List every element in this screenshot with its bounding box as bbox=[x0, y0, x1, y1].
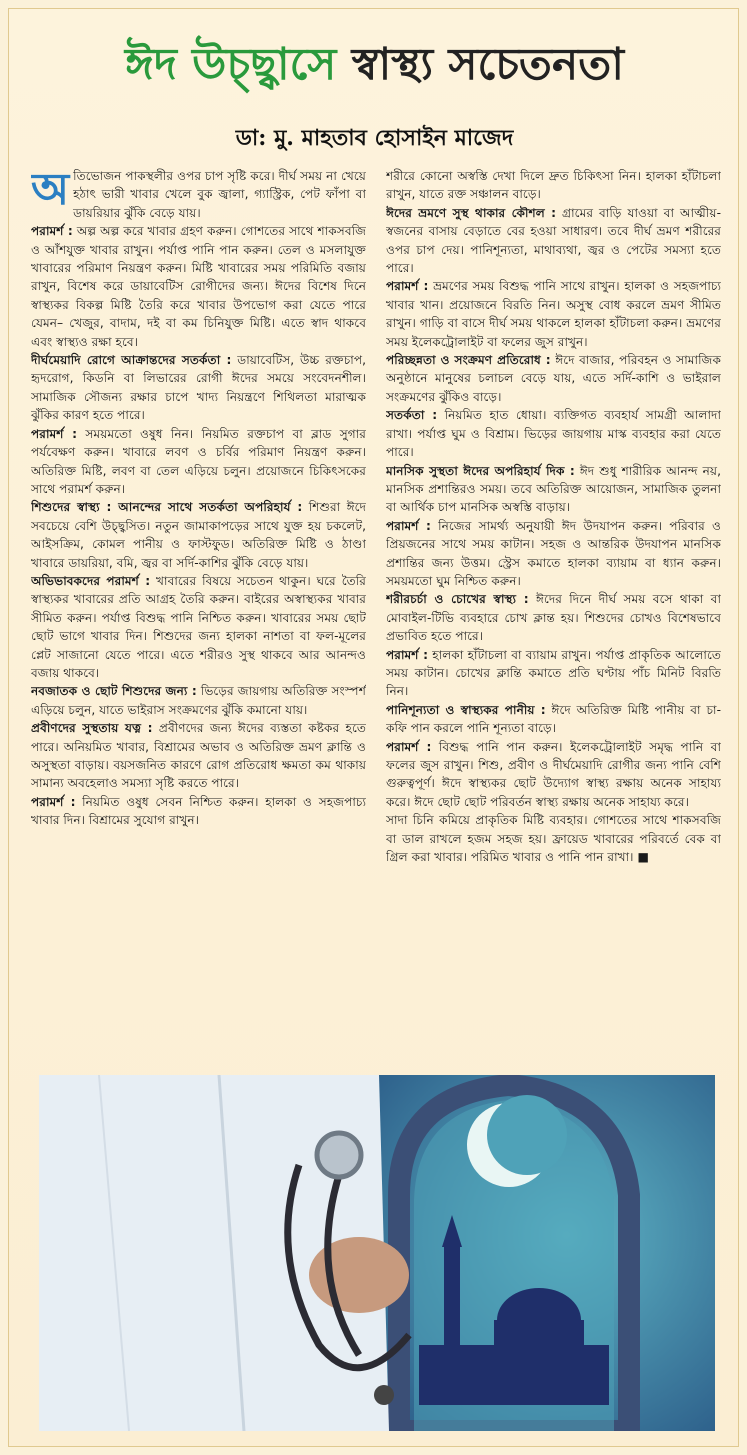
paragraph bbox=[386, 204, 721, 278]
headline-black-part: স্বাস্থ্য সচেতনতা bbox=[351, 39, 624, 90]
paragraph bbox=[386, 462, 721, 517]
paragraph-label: পানিশূন্যতা ও স্বাস্থ্যকর পানীয় : bbox=[386, 702, 546, 717]
paragraph-label: নবজাতক ও ছোট শিশুদের জন্য : bbox=[31, 684, 197, 699]
paragraph bbox=[31, 222, 366, 351]
paragraph-text: প্রবীণদের জন্য ঈদের ব্যস্ততা কষ্টকর হতে পারে। অনিয়মিত খাবার, বিশ্রামের অভাব ও অতিরিক্ত ভ্রমণ ক্লান্তি ও অসুস্থতা বাড়ায়। বয়সজনিত কারণে রোগ প্রতিরোধ ক্ষমতা কম থাকায় সামান্য অবহেলাও সমস্যা সৃষ্টি করতে পারে। bbox=[31, 721, 366, 791]
paragraph-text: অল্প অল্প করে খাবার গ্রহণ করুন। গোশতের সাথে শাকসবজি ও আঁশযুক্ত খাবার রাখুন। পর্যাপ্ত পানি পান করুন। তেল ও মসলাযুক্ত খাবারের পরিমাণ নিয়ন্ত্রণ করুন। মিষ্টি খাবারের সময় পরিমিতি বজায় রাখুন, বিশেষ করে ডায়াবেটিস রোগীদের জন্য। ঈদের বিশেষ দিনে স্বাস্থ্যকর বিকল্প মিষ্টি তৈরি করে খাবার উপভোগ করা যেতে পারে যেমন– খেজুর, বাদাম, দই বা কম চিনিযুক্ত মিষ্টি। এতে স্বাদ থাকবে এবং স্বাস্থ্যও রক্ষা হবে। bbox=[31, 224, 366, 349]
headline-green-part: ঈদ উচ্ছ্বাসে bbox=[125, 39, 337, 90]
paragraph bbox=[31, 498, 366, 572]
paragraph-label: শরীরচর্চা ও চোখের স্বাস্থ্য : bbox=[386, 592, 529, 607]
paragraph bbox=[31, 682, 366, 719]
paragraph-text: নিয়মিত হাত ধোয়া। ব্যক্তিগত ব্যবহার্য সামগ্রী আলাদা রাখা। পর্যাপ্ত ঘুম ও বিশ্রাম। ভিড়ের জায়গায় মাস্ক ব্যবহার করা যেতে পারে। bbox=[386, 408, 721, 460]
paragraph bbox=[386, 590, 721, 645]
paragraph bbox=[386, 277, 721, 351]
paragraph-label: সতর্কতা : bbox=[386, 408, 438, 423]
newspaper-page bbox=[8, 8, 739, 1447]
paragraph bbox=[386, 646, 721, 701]
paragraph-label: মানসিক সুস্থতা ঈদের অপরিহার্য দিক : bbox=[386, 463, 575, 478]
right-column bbox=[386, 167, 721, 1067]
paragraph-text: হালকা হাঁটাচলা বা ব্যায়াম রাখুন। পর্যাপ্ত প্রাকৃতিক আলোতে সময় কাটান। চোখের ক্লান্তি কমাতে প্রতি ঘণ্টায় পাঁচ মিনিট বিরতি নিন। bbox=[386, 647, 721, 699]
article-body bbox=[31, 167, 721, 1067]
paragraph bbox=[31, 351, 366, 425]
article-photo bbox=[39, 1075, 715, 1431]
paragraph bbox=[31, 572, 366, 682]
paragraph-label: পরামর্শ : bbox=[386, 279, 429, 294]
paragraph bbox=[386, 811, 721, 866]
paragraph bbox=[386, 701, 721, 738]
paragraph-label: পরামর্শ : bbox=[386, 739, 432, 754]
paragraph bbox=[386, 406, 721, 461]
paragraph bbox=[386, 517, 721, 591]
paragraph-text: সাদা চিনি কমিয়ে প্রাকৃতিক মিষ্টি ব্যবহার। গোশতের সাথে শাকসবজি বা ডাল রাখলে হজম সহজ হয়। ফ্রায়েড খাবারের পরিবর্তে বেক বা গ্রিল করা খাবার। পরিমিত খাবার ও পানি পান রাখা। ■ bbox=[386, 813, 721, 865]
paragraph-text: শরীরে কোনো অস্বস্তি দেখা দিলে দ্রুত চিকিৎসা নিন। হালকা হাঁটাচলা রাখুন, যাতে রক্ত সঞ্চালন বাড়ে। bbox=[386, 169, 721, 202]
paragraph-text: ঈদ শুধু শারীরিক আনন্দ নয়, মানসিক প্রশান্তিরও সময়। তবে অতিরিক্ত আয়োজন, সামাজিক তুলনা বা আর্থিক চাপ মানসিক অস্বস্তি বাড়ায়। bbox=[386, 463, 721, 515]
drop-cap: অ bbox=[31, 167, 70, 215]
paragraph-label: পরামর্শ : bbox=[386, 518, 431, 533]
paragraph-text: তিভোজন পাকস্থলীর ওপর চাপ সৃষ্টি করে। দীর্ঘ সময় না খেয়ে হঠাৎ ভারী খাবার খেলে বুক জ্বালা, গ্যাস্ট্রিক, পেট ফাঁপা বা ডায়রিয়ার ঝুঁকি বেড়ে যায়। bbox=[73, 169, 366, 220]
paragraph bbox=[31, 425, 366, 499]
moon-shadow bbox=[487, 1095, 567, 1175]
paragraph bbox=[386, 167, 721, 204]
paragraph-label: ঈদের ভ্রমণে সুস্থ থাকার কৌশল : bbox=[386, 205, 557, 220]
paragraph-label: পরামর্শ : bbox=[31, 426, 78, 441]
paragraph-label: পরামর্শ : bbox=[31, 794, 76, 809]
paragraph-label: প্রবীণদের সুস্থতায় যত্ন : bbox=[31, 721, 153, 736]
paragraph-text: ভিড়ের জায়গায় অতিরিক্ত সংস্পর্শ এড়িয়ে চলুন, যাতে ভাইরাস সংক্রমণের ঝুঁকি কমানো যায়। bbox=[31, 684, 366, 717]
paragraph-text: ঈদের দিনে দীর্ঘ সময় বসে থাকা বা মোবাইল-টিভি ব্যবহারে চোখ ক্লান্ত হয়। শিশুদের চোখও বিশেষভাবে প্রভাবিত হতে পারে। bbox=[386, 592, 721, 644]
paragraph-label: শিশুদের স্বাস্থ্য : আনন্দের সাথে সতর্কতা অপরিহার্য : bbox=[31, 500, 303, 515]
paragraph-text: ঈদে অতিরিক্ত মিষ্টি পানীয় বা চা-কফি পান করলে পানি শূন্যতা বাড়ে। bbox=[386, 702, 721, 736]
paragraph-text: ভ্রমণের সময় বিশুদ্ধ পানি সাথে রাখুন। হালকা ও সহজপাচ্য খাবার খান। প্রয়োজনে বিরতি নিন। অসুস্থ বোধ করলে ভ্রমণ সীমিত রাখুন। গাড়ি বা বাসে দীর্ঘ সময় থাকলে হালকা হাঁটাচলা করুন। ভ্রমণের সময় ইলেকট্রোলাইট বা ফলের জুস রাখুন। bbox=[386, 279, 721, 349]
paragraph-label: পরিচ্ছন্নতা ও সংক্রমণ প্রতিরোধ : bbox=[386, 353, 551, 368]
paragraph bbox=[31, 719, 366, 793]
paragraph-label: অভিভাবকদের পরামর্শ : bbox=[31, 573, 151, 588]
paragraph bbox=[386, 738, 721, 812]
paragraph-text: নিয়মিত ওষুধ সেবন নিশ্চিত করুন। হালকা ও সহজপাচ্য খাবার দিন। বিশ্রামের সুযোগ রাখুন। bbox=[31, 794, 366, 828]
byline: ডা: মু. মাহতাব হোসাইন মাজেদ bbox=[235, 125, 514, 151]
paragraph-text: গ্রামের বাড়ি যাওয়া বা আত্মীয়-স্বজনের বাসায় বেড়াতে বের হওয়া সাধারণ। তবে দীর্ঘ ভ্রমণ শরীরের ওপর চাপ দেয়। পানিশূন্যতা, মাথাব্যথা, জ্বর ও পেটের সমস্যা হতে পারে। bbox=[386, 205, 721, 276]
headline bbox=[9, 33, 740, 97]
hand bbox=[309, 1237, 409, 1313]
paragraph-text: ঈদে বাজার, পরিবহন ও সামাজিক অনুষ্ঠানে মানুষের চলাচল বেড়ে যায়, এতে সর্দি-কাশি ও ভাইরাল সংক্রমণের ঝুঁকিও বাড়ে। bbox=[386, 353, 721, 404]
paragraph-text: শিশুরা ঈদে সবচেয়ে বেশি উচ্ছ্বসিত। নতুন জামাকাপড়ের সাথে যুক্ত হয় চকলেট, আইসক্রিম, কোমল পানীয় ও ফাস্টফুড। অতিরিক্ত মিষ্টি ও ঠাণ্ডা খাবারে ডায়রিয়া, বমি, জ্বর বা সর্দি-কাশির ঝুঁকি বেড়ে যায়। bbox=[31, 500, 366, 570]
paragraph bbox=[31, 167, 366, 222]
paragraph-text: ডায়াবেটিস, উচ্চ রক্তচাপ, হৃদরোগ, কিডনি বা লিভারের রোগী ঈদের সময়ে সংবেদনশীল। সামাজিক সৌজন্য রক্ষার চাপে খাদ্য নিয়ন্ত্রণে শিথিলতা মারাত্মক ঝুঁকির কারণ হতে পারে। bbox=[31, 353, 366, 423]
paragraph-text: খাবারের বিষয়ে সচেতন থাকুন। ঘরে তৈরি স্বাস্থ্যকর খাবারের প্রতি আগ্রহ তৈরি করুন। বাইরের অস্বাস্থ্যকর খাবার সীমিত করুন। পর্যাপ্ত বিশুদ্ধ পানি নিশ্চিত করুন। খাবারের সময় ছোট ছোট ভাগে খাবার দিন। শিশুদের জন্য হালকা নাশতা বা ফল-মূলের প্লেট সাজানো যেতে পারে। এতে শরীরও সুস্থ থাকবে আর আনন্দও বজায় থাকবে। bbox=[31, 573, 366, 680]
paragraph bbox=[386, 351, 721, 406]
photo-illustration bbox=[39, 1075, 715, 1431]
paragraph-label: দীর্ঘমেয়াদি রোগে আক্রান্তদের সতর্কতা : bbox=[31, 353, 232, 368]
paragraph-text: বিশুদ্ধ পানি পান করুন। ইলেকট্রোলাইট সমৃদ্ধ পানি বা ফলের জুস রাখুন। শিশু, প্রবীণ ও দীর্ঘমেয়াদি রোগীর জন্য পানি বেশি গুরুত্বপূর্ণ। ঈদে স্বাস্থ্যকর ছোট উদ্যোগ স্বাস্থ্য রক্ষায় অনেক সাহায্য করে। ঈদে ছোট ছোট পরিবর্তন স্বাস্থ্য রক্ষায় অনেক সাহায্য করে। bbox=[386, 739, 721, 809]
paragraph-label: পরামর্শ : bbox=[31, 224, 73, 239]
paragraph-label: পরামর্শ : bbox=[386, 647, 429, 662]
left-column bbox=[31, 167, 366, 1067]
paragraph bbox=[31, 793, 366, 830]
paragraph-text: সময়মতো ওষুধ নিন। নিয়মিত রক্তচাপ বা ব্লাড সুগার পর্যবেক্ষণ করুন। খাবারে লবণ ও চর্বির পরিমাণ নিয়ন্ত্রণ করুন। অতিরিক্ত মিষ্টি, লবণ বা তেল এড়িয়ে চলুন। প্রয়োজনে চিকিৎসকের সাথে পরামর্শ করুন। bbox=[31, 426, 366, 496]
paragraph-text: নিজের সামর্থ্য অনুযায়ী ঈদ উদযাপন করুন। পরিবার ও প্রিয়জনের সাথে সময় কাটান। সহজ ও আন্তরিক উদযাপন মানসিক প্রশান্তির জন্য উত্তম। স্ট্রেস কমাতে হালকা ব্যায়াম বা ধ্যান করুন। সময়মতো ঘুম নিশ্চিত করুন। bbox=[386, 518, 721, 588]
